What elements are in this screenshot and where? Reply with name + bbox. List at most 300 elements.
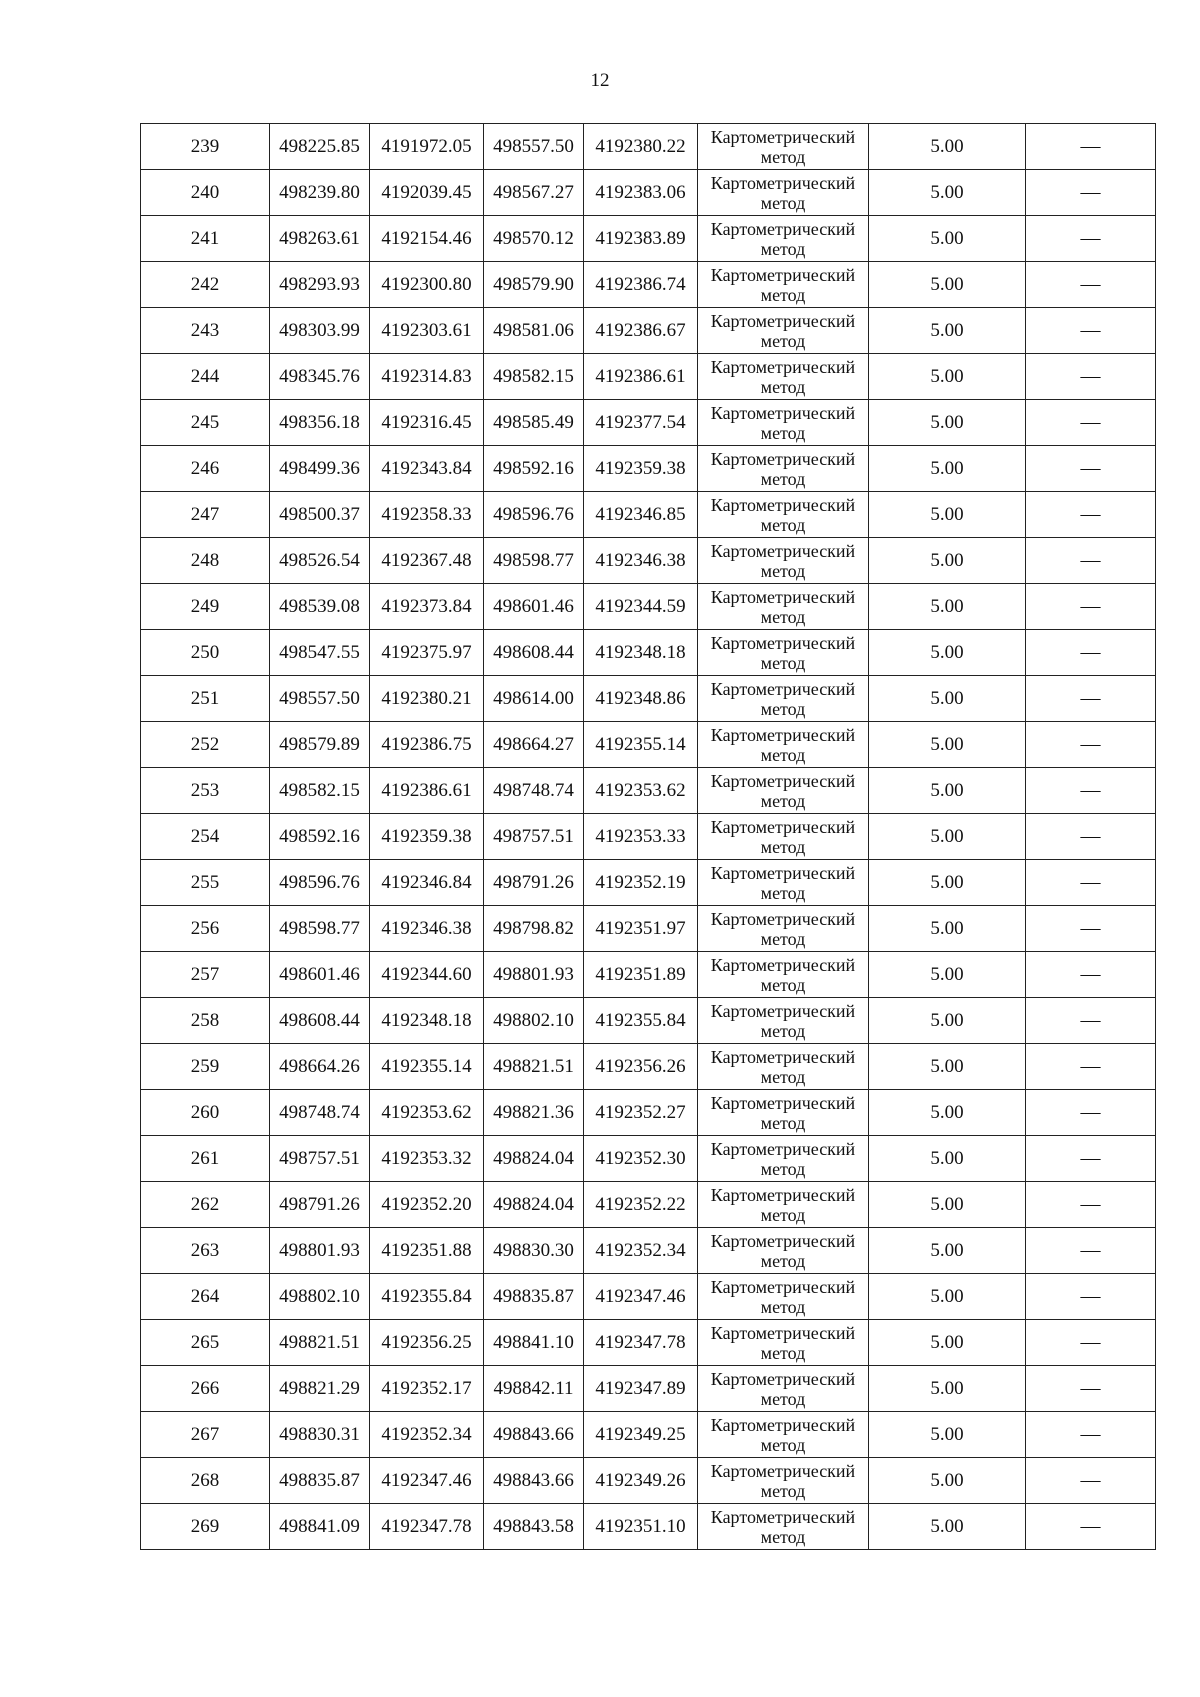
x-start-cell: 498821.29 xyxy=(270,1366,370,1412)
x-end-cell: 498802.10 xyxy=(484,998,584,1044)
method-line-2: метод xyxy=(760,652,806,673)
x-end-cell: 498821.36 xyxy=(484,1090,584,1136)
method-line-2: метод xyxy=(760,882,806,903)
method-line-2: метод xyxy=(760,284,806,305)
method-cell xyxy=(698,814,869,860)
note-cell: — xyxy=(1026,308,1156,354)
method-cell xyxy=(698,1044,869,1090)
y-start-cell: 4192314.83 xyxy=(370,354,484,400)
table-row xyxy=(141,1182,1156,1228)
method-line-1: Картометрический xyxy=(710,126,856,147)
note-cell: — xyxy=(1026,1458,1156,1504)
method-line-2: метод xyxy=(760,790,806,811)
y-start-cell: 4192346.84 xyxy=(370,860,484,906)
method-cell xyxy=(698,722,869,768)
y-end-cell: 4192356.26 xyxy=(584,1044,698,1090)
method-line-1: Картометрический xyxy=(710,954,856,975)
x-end-cell: 498757.51 xyxy=(484,814,584,860)
point-number-cell: 256 xyxy=(141,906,270,952)
point-number-cell: 262 xyxy=(141,1182,270,1228)
method-cell xyxy=(698,1182,869,1228)
y-end-cell: 4192383.89 xyxy=(584,216,698,262)
accuracy-cell: 5.00 xyxy=(869,1412,1026,1458)
x-start-cell: 498345.76 xyxy=(270,354,370,400)
accuracy-cell: 5.00 xyxy=(869,1136,1026,1182)
point-number-cell: 244 xyxy=(141,354,270,400)
method-line-1: Картометрический xyxy=(710,862,856,883)
accuracy-cell: 5.00 xyxy=(869,860,1026,906)
x-start-cell: 498748.74 xyxy=(270,1090,370,1136)
method-line-2: метод xyxy=(760,744,806,765)
point-number-cell: 240 xyxy=(141,170,270,216)
point-number-cell: 239 xyxy=(141,124,270,170)
x-start-cell: 498499.36 xyxy=(270,446,370,492)
method-line-1: Картометрический xyxy=(710,356,856,377)
method-line-2: метод xyxy=(760,514,806,535)
table-row xyxy=(141,216,1156,262)
y-end-cell: 4192348.86 xyxy=(584,676,698,722)
table-row xyxy=(141,1320,1156,1366)
method-line-1: Картометрический xyxy=(710,1368,856,1389)
y-end-cell: 4192349.26 xyxy=(584,1458,698,1504)
table-row xyxy=(141,1228,1156,1274)
x-start-cell: 498596.76 xyxy=(270,860,370,906)
method-line-1: Картометрический xyxy=(710,632,856,653)
y-start-cell: 4192356.25 xyxy=(370,1320,484,1366)
x-start-cell: 498303.99 xyxy=(270,308,370,354)
y-end-cell: 4192347.78 xyxy=(584,1320,698,1366)
method-line-1: Картометрический xyxy=(710,1092,856,1113)
x-end-cell: 498596.76 xyxy=(484,492,584,538)
y-end-cell: 4192349.25 xyxy=(584,1412,698,1458)
y-start-cell: 4192346.38 xyxy=(370,906,484,952)
method-line-1: Картометрический xyxy=(710,586,856,607)
x-start-cell: 498293.93 xyxy=(270,262,370,308)
table-row xyxy=(141,630,1156,676)
note-cell: — xyxy=(1026,1090,1156,1136)
accuracy-cell: 5.00 xyxy=(869,1320,1026,1366)
x-end-cell: 498592.16 xyxy=(484,446,584,492)
note-cell: — xyxy=(1026,1228,1156,1274)
accuracy-cell: 5.00 xyxy=(869,1458,1026,1504)
point-number-cell: 252 xyxy=(141,722,270,768)
x-end-cell: 498582.15 xyxy=(484,354,584,400)
method-line-1: Картометрический xyxy=(710,448,856,469)
method-cell xyxy=(698,1504,869,1550)
point-number-cell: 246 xyxy=(141,446,270,492)
note-cell: — xyxy=(1026,952,1156,998)
method-line-1: Картометрический xyxy=(710,172,856,193)
point-number-cell: 255 xyxy=(141,860,270,906)
method-line-1: Картометрический xyxy=(710,310,856,331)
accuracy-cell: 5.00 xyxy=(869,538,1026,584)
y-end-cell: 4192352.34 xyxy=(584,1228,698,1274)
x-start-cell: 498526.54 xyxy=(270,538,370,584)
method-line-1: Картометрический xyxy=(710,1230,856,1251)
y-start-cell: 4192355.14 xyxy=(370,1044,484,1090)
note-cell: — xyxy=(1026,722,1156,768)
method-line-1: Картометрический xyxy=(710,1322,856,1343)
accuracy-cell: 5.00 xyxy=(869,630,1026,676)
y-end-cell: 4192386.67 xyxy=(584,308,698,354)
method-cell xyxy=(698,308,869,354)
y-end-cell: 4192346.85 xyxy=(584,492,698,538)
y-end-cell: 4192352.22 xyxy=(584,1182,698,1228)
note-cell: — xyxy=(1026,768,1156,814)
x-end-cell: 498841.10 xyxy=(484,1320,584,1366)
method-cell xyxy=(698,630,869,676)
y-end-cell: 4192380.22 xyxy=(584,124,698,170)
method-cell xyxy=(698,400,869,446)
x-start-cell: 498830.31 xyxy=(270,1412,370,1458)
x-end-cell: 498581.06 xyxy=(484,308,584,354)
point-number-cell: 266 xyxy=(141,1366,270,1412)
y-end-cell: 4192351.89 xyxy=(584,952,698,998)
point-number-cell: 243 xyxy=(141,308,270,354)
x-start-cell: 498598.77 xyxy=(270,906,370,952)
table-row xyxy=(141,124,1156,170)
method-line-2: метод xyxy=(760,836,806,857)
method-line-2: метод xyxy=(760,1434,806,1455)
method-line-1: Картометрический xyxy=(710,1276,856,1297)
x-start-cell: 498664.26 xyxy=(270,1044,370,1090)
table-row xyxy=(141,1044,1156,1090)
method-line-2: метод xyxy=(760,1112,806,1133)
x-start-cell: 498579.89 xyxy=(270,722,370,768)
point-number-cell: 249 xyxy=(141,584,270,630)
y-end-cell: 4192347.46 xyxy=(584,1274,698,1320)
method-line-1: Картометрический xyxy=(710,540,856,561)
y-start-cell: 4191972.05 xyxy=(370,124,484,170)
table-row xyxy=(141,308,1156,354)
y-start-cell: 4192373.84 xyxy=(370,584,484,630)
method-line-2: метод xyxy=(760,1388,806,1409)
table-row xyxy=(141,538,1156,584)
method-line-2: метод xyxy=(760,1204,806,1225)
y-start-cell: 4192353.62 xyxy=(370,1090,484,1136)
x-end-cell: 498824.04 xyxy=(484,1182,584,1228)
x-start-cell: 498582.15 xyxy=(270,768,370,814)
point-number-cell: 247 xyxy=(141,492,270,538)
y-start-cell: 4192375.97 xyxy=(370,630,484,676)
note-cell: — xyxy=(1026,1366,1156,1412)
x-end-cell: 498598.77 xyxy=(484,538,584,584)
method-cell xyxy=(698,216,869,262)
table-row xyxy=(141,814,1156,860)
x-start-cell: 498239.80 xyxy=(270,170,370,216)
method-cell xyxy=(698,1366,869,1412)
y-end-cell: 4192344.59 xyxy=(584,584,698,630)
y-start-cell: 4192316.45 xyxy=(370,400,484,446)
method-cell xyxy=(698,354,869,400)
method-cell xyxy=(698,1274,869,1320)
method-cell xyxy=(698,170,869,216)
y-start-cell: 4192358.33 xyxy=(370,492,484,538)
method-cell xyxy=(698,446,869,492)
y-start-cell: 4192348.18 xyxy=(370,998,484,1044)
method-line-2: метод xyxy=(760,1342,806,1363)
method-line-2: метод xyxy=(760,560,806,581)
method-cell xyxy=(698,584,869,630)
point-number-cell: 264 xyxy=(141,1274,270,1320)
accuracy-cell: 5.00 xyxy=(869,952,1026,998)
x-start-cell: 498835.87 xyxy=(270,1458,370,1504)
accuracy-cell: 5.00 xyxy=(869,492,1026,538)
x-end-cell: 498843.58 xyxy=(484,1504,584,1550)
accuracy-cell: 5.00 xyxy=(869,584,1026,630)
point-number-cell: 251 xyxy=(141,676,270,722)
y-start-cell: 4192347.78 xyxy=(370,1504,484,1550)
accuracy-cell: 5.00 xyxy=(869,124,1026,170)
method-line-1: Картометрический xyxy=(710,1046,856,1067)
note-cell: — xyxy=(1026,1182,1156,1228)
accuracy-cell: 5.00 xyxy=(869,676,1026,722)
point-number-cell: 258 xyxy=(141,998,270,1044)
method-cell xyxy=(698,676,869,722)
table-row xyxy=(141,1274,1156,1320)
method-line-1: Картометрический xyxy=(710,678,856,699)
method-line-2: метод xyxy=(760,1158,806,1179)
y-end-cell: 4192383.06 xyxy=(584,170,698,216)
note-cell: — xyxy=(1026,814,1156,860)
point-number-cell: 248 xyxy=(141,538,270,584)
y-end-cell: 4192359.38 xyxy=(584,446,698,492)
y-start-cell: 4192343.84 xyxy=(370,446,484,492)
note-cell: — xyxy=(1026,1274,1156,1320)
method-line-2: метод xyxy=(760,1066,806,1087)
y-start-cell: 4192344.60 xyxy=(370,952,484,998)
x-end-cell: 498791.26 xyxy=(484,860,584,906)
table-row xyxy=(141,446,1156,492)
method-cell xyxy=(698,906,869,952)
x-end-cell: 498798.82 xyxy=(484,906,584,952)
y-end-cell: 4192351.10 xyxy=(584,1504,698,1550)
accuracy-cell: 5.00 xyxy=(869,170,1026,216)
x-start-cell: 498757.51 xyxy=(270,1136,370,1182)
page-number: 12 xyxy=(590,70,610,91)
note-cell: — xyxy=(1026,1504,1156,1550)
y-start-cell: 4192353.32 xyxy=(370,1136,484,1182)
y-end-cell: 4192346.38 xyxy=(584,538,698,584)
table-row xyxy=(141,1366,1156,1412)
method-line-1: Картометрический xyxy=(710,1506,856,1527)
method-cell xyxy=(698,768,869,814)
note-cell: — xyxy=(1026,170,1156,216)
method-cell xyxy=(698,538,869,584)
y-end-cell: 4192347.89 xyxy=(584,1366,698,1412)
note-cell: — xyxy=(1026,906,1156,952)
method-line-1: Картометрический xyxy=(710,1138,856,1159)
table-row xyxy=(141,860,1156,906)
point-number-cell: 265 xyxy=(141,1320,270,1366)
note-cell: — xyxy=(1026,584,1156,630)
method-cell xyxy=(698,1458,869,1504)
accuracy-cell: 5.00 xyxy=(869,262,1026,308)
accuracy-cell: 5.00 xyxy=(869,216,1026,262)
method-cell xyxy=(698,1136,869,1182)
note-cell: — xyxy=(1026,1044,1156,1090)
point-number-cell: 261 xyxy=(141,1136,270,1182)
method-line-2: метод xyxy=(760,1296,806,1317)
y-end-cell: 4192352.30 xyxy=(584,1136,698,1182)
note-cell: — xyxy=(1026,446,1156,492)
point-number-cell: 245 xyxy=(141,400,270,446)
note-cell: — xyxy=(1026,1136,1156,1182)
y-start-cell: 4192039.45 xyxy=(370,170,484,216)
point-number-cell: 259 xyxy=(141,1044,270,1090)
method-line-1: Картометрический xyxy=(710,908,856,929)
method-line-1: Картометрический xyxy=(710,218,856,239)
table-row xyxy=(141,1412,1156,1458)
x-start-cell: 498500.37 xyxy=(270,492,370,538)
table-row xyxy=(141,1504,1156,1550)
x-end-cell: 498830.30 xyxy=(484,1228,584,1274)
note-cell: — xyxy=(1026,676,1156,722)
y-start-cell: 4192359.38 xyxy=(370,814,484,860)
accuracy-cell: 5.00 xyxy=(869,1090,1026,1136)
x-start-cell: 498547.55 xyxy=(270,630,370,676)
x-end-cell: 498585.49 xyxy=(484,400,584,446)
method-cell xyxy=(698,262,869,308)
y-end-cell: 4192348.18 xyxy=(584,630,698,676)
method-line-2: метод xyxy=(760,606,806,627)
x-start-cell: 498601.46 xyxy=(270,952,370,998)
x-start-cell: 498841.09 xyxy=(270,1504,370,1550)
y-end-cell: 4192351.97 xyxy=(584,906,698,952)
y-start-cell: 4192367.48 xyxy=(370,538,484,584)
x-end-cell: 498601.46 xyxy=(484,584,584,630)
x-end-cell: 498579.90 xyxy=(484,262,584,308)
method-line-1: Картометрический xyxy=(710,816,856,837)
table-row xyxy=(141,998,1156,1044)
point-number-cell: 263 xyxy=(141,1228,270,1274)
y-start-cell: 4192352.20 xyxy=(370,1182,484,1228)
accuracy-cell: 5.00 xyxy=(869,1366,1026,1412)
method-line-1: Картометрический xyxy=(710,724,856,745)
accuracy-cell: 5.00 xyxy=(869,354,1026,400)
method-line-1: Картометрический xyxy=(710,402,856,423)
accuracy-cell: 5.00 xyxy=(869,1228,1026,1274)
x-start-cell: 498557.50 xyxy=(270,676,370,722)
x-start-cell: 498791.26 xyxy=(270,1182,370,1228)
method-line-2: метод xyxy=(760,422,806,443)
accuracy-cell: 5.00 xyxy=(869,1274,1026,1320)
table-row xyxy=(141,400,1156,446)
method-line-2: метод xyxy=(760,974,806,995)
method-cell xyxy=(698,1320,869,1366)
x-start-cell: 498821.51 xyxy=(270,1320,370,1366)
method-line-2: метод xyxy=(760,1526,806,1547)
x-end-cell: 498557.50 xyxy=(484,124,584,170)
table-row xyxy=(141,492,1156,538)
accuracy-cell: 5.00 xyxy=(869,768,1026,814)
x-end-cell: 498835.87 xyxy=(484,1274,584,1320)
y-start-cell: 4192300.80 xyxy=(370,262,484,308)
point-number-cell: 260 xyxy=(141,1090,270,1136)
table-row xyxy=(141,262,1156,308)
note-cell: — xyxy=(1026,1320,1156,1366)
point-number-cell: 268 xyxy=(141,1458,270,1504)
note-cell: — xyxy=(1026,492,1156,538)
x-start-cell: 498608.44 xyxy=(270,998,370,1044)
y-start-cell: 4192351.88 xyxy=(370,1228,484,1274)
y-end-cell: 4192355.84 xyxy=(584,998,698,1044)
y-start-cell: 4192347.46 xyxy=(370,1458,484,1504)
note-cell: — xyxy=(1026,630,1156,676)
table-row xyxy=(141,768,1156,814)
method-line-2: метод xyxy=(760,1020,806,1041)
note-cell: — xyxy=(1026,124,1156,170)
x-end-cell: 498664.27 xyxy=(484,722,584,768)
x-end-cell: 498843.66 xyxy=(484,1458,584,1504)
note-cell: — xyxy=(1026,354,1156,400)
y-start-cell: 4192154.46 xyxy=(370,216,484,262)
y-end-cell: 4192377.54 xyxy=(584,400,698,446)
y-start-cell: 4192355.84 xyxy=(370,1274,484,1320)
y-start-cell: 4192352.17 xyxy=(370,1366,484,1412)
method-line-2: метод xyxy=(760,146,806,167)
accuracy-cell: 5.00 xyxy=(869,1182,1026,1228)
method-line-2: метод xyxy=(760,1250,806,1271)
method-line-1: Картометрический xyxy=(710,770,856,791)
method-cell xyxy=(698,1412,869,1458)
table-row xyxy=(141,584,1156,630)
x-end-cell: 498843.66 xyxy=(484,1412,584,1458)
method-line-2: метод xyxy=(760,376,806,397)
method-line-2: метод xyxy=(760,698,806,719)
accuracy-cell: 5.00 xyxy=(869,906,1026,952)
method-line-2: метод xyxy=(760,928,806,949)
y-start-cell: 4192303.61 xyxy=(370,308,484,354)
point-number-cell: 241 xyxy=(141,216,270,262)
accuracy-cell: 5.00 xyxy=(869,998,1026,1044)
method-line-1: Картометрический xyxy=(710,264,856,285)
note-cell: — xyxy=(1026,1412,1156,1458)
y-end-cell: 4192386.74 xyxy=(584,262,698,308)
x-end-cell: 498614.00 xyxy=(484,676,584,722)
method-cell xyxy=(698,860,869,906)
x-start-cell: 498801.93 xyxy=(270,1228,370,1274)
method-line-2: метод xyxy=(760,330,806,351)
table-row xyxy=(141,170,1156,216)
point-number-cell: 242 xyxy=(141,262,270,308)
point-number-cell: 254 xyxy=(141,814,270,860)
table-row xyxy=(141,722,1156,768)
table-row xyxy=(141,952,1156,998)
y-end-cell: 4192352.27 xyxy=(584,1090,698,1136)
note-cell: — xyxy=(1026,262,1156,308)
note-cell: — xyxy=(1026,216,1156,262)
x-start-cell: 498263.61 xyxy=(270,216,370,262)
table-row xyxy=(141,354,1156,400)
accuracy-cell: 5.00 xyxy=(869,1044,1026,1090)
method-cell xyxy=(698,998,869,1044)
x-end-cell: 498608.44 xyxy=(484,630,584,676)
x-end-cell: 498824.04 xyxy=(484,1136,584,1182)
note-cell: — xyxy=(1026,538,1156,584)
y-start-cell: 4192386.61 xyxy=(370,768,484,814)
y-end-cell: 4192355.14 xyxy=(584,722,698,768)
accuracy-cell: 5.00 xyxy=(869,1504,1026,1550)
y-end-cell: 4192386.61 xyxy=(584,354,698,400)
method-line-2: метод xyxy=(760,192,806,213)
x-end-cell: 498748.74 xyxy=(484,768,584,814)
method-line-2: метод xyxy=(760,238,806,259)
method-line-1: Картометрический xyxy=(710,494,856,515)
y-end-cell: 4192353.62 xyxy=(584,768,698,814)
x-end-cell: 498821.51 xyxy=(484,1044,584,1090)
method-line-1: Картометрический xyxy=(710,1460,856,1481)
